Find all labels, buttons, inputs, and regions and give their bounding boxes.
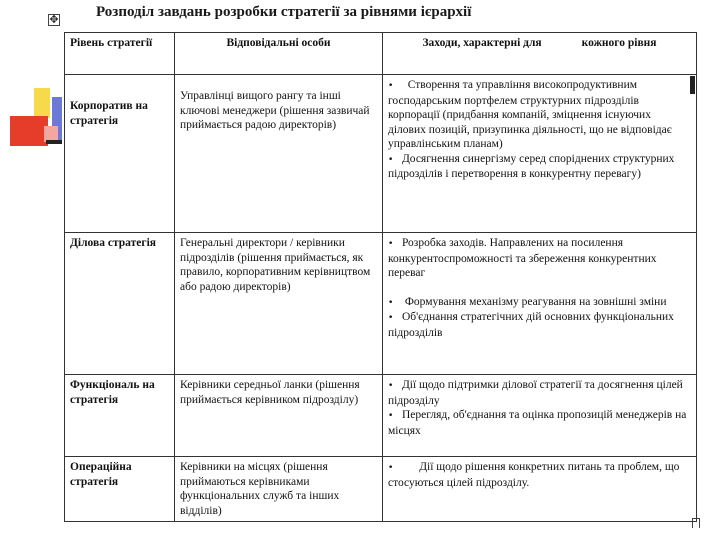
responsible-cell: Керівники середньої ланки (рішення приймається керівником підрозділу) — [175, 375, 383, 457]
measures-cell — [383, 233, 697, 375]
responsible-cell: Управлінці вищого рангу та інші ключові менеджери (рішення зазвичай приймається радою директорів) — [175, 75, 383, 233]
level-cell: Функціональ на стратегія — [65, 375, 175, 457]
measure-item: • Об'єднання стратегічних дій основних функціональних підрозділів — [388, 311, 674, 339]
table-header-row — [65, 33, 697, 75]
measure-item: • Досягнення синергізму серед споріднених структурних підрозділів і перетворення в конкурентну перевагу) — [388, 152, 675, 180]
level-cell: Корпоратив на стратегія — [65, 75, 175, 233]
decor-red-square — [10, 116, 48, 146]
table-row — [65, 375, 697, 457]
decor-dark-bar — [46, 140, 62, 144]
header-level: Рівень стратегії — [65, 33, 175, 75]
page-title: Розподіл завдань розробки стратегії за рівнями ієрархії — [96, 4, 472, 20]
level-cell: Ділова стратегія — [65, 233, 175, 375]
header-responsible: Відповідальні особи — [175, 33, 383, 75]
measure-item: • Дії щодо рішення конкретних питань та проблем, що стосуються цілей підрозділу. — [388, 461, 680, 489]
measure-item: • Перегляд, об'єднання та оцінка пропозицій менеджерів на місцях — [388, 409, 687, 437]
table-row — [65, 75, 697, 233]
decor-yellow-square — [34, 88, 50, 118]
measures-cell — [383, 75, 697, 233]
measure-item: • Розробка заходів. Направлених на посилення конкурентоспроможності та збереження конкурентних переваг — [388, 237, 657, 279]
measure-item: • Дії щодо підтримки ділової стратегії та досягнення цілей підрозділу — [388, 379, 683, 407]
measures-cell — [383, 457, 697, 522]
table-move-handle-icon[interactable]: ✥ — [49, 13, 59, 26]
measure-item: • Створення та управління високопродуктивним господарським портфелем структурних підрозділів корпорації (придбання компаній, зміцнення існуючих ділових позицій, призупинка діяльності, що не відповідає управлінським планам) — [388, 79, 672, 150]
responsible-cell: Керівники на місцях (рішення приймаються керівниками функціональних служб та інших відділів) — [175, 457, 383, 522]
table-row — [65, 457, 697, 522]
strategy-table — [64, 32, 697, 522]
measures-cell — [383, 375, 697, 457]
level-cell: Операційна стратегія — [65, 457, 175, 522]
responsible-cell: Генеральні директори / керівники підрозділів (рішення приймається, як правило, корпоративним керівництвом або радою директорів) — [175, 233, 383, 375]
table-row — [65, 233, 697, 375]
header-measures: Заходи, характерні для кожного рівня — [383, 33, 697, 75]
measure-item: • Формування механізму реагування на зовнішні зміни — [388, 295, 667, 308]
